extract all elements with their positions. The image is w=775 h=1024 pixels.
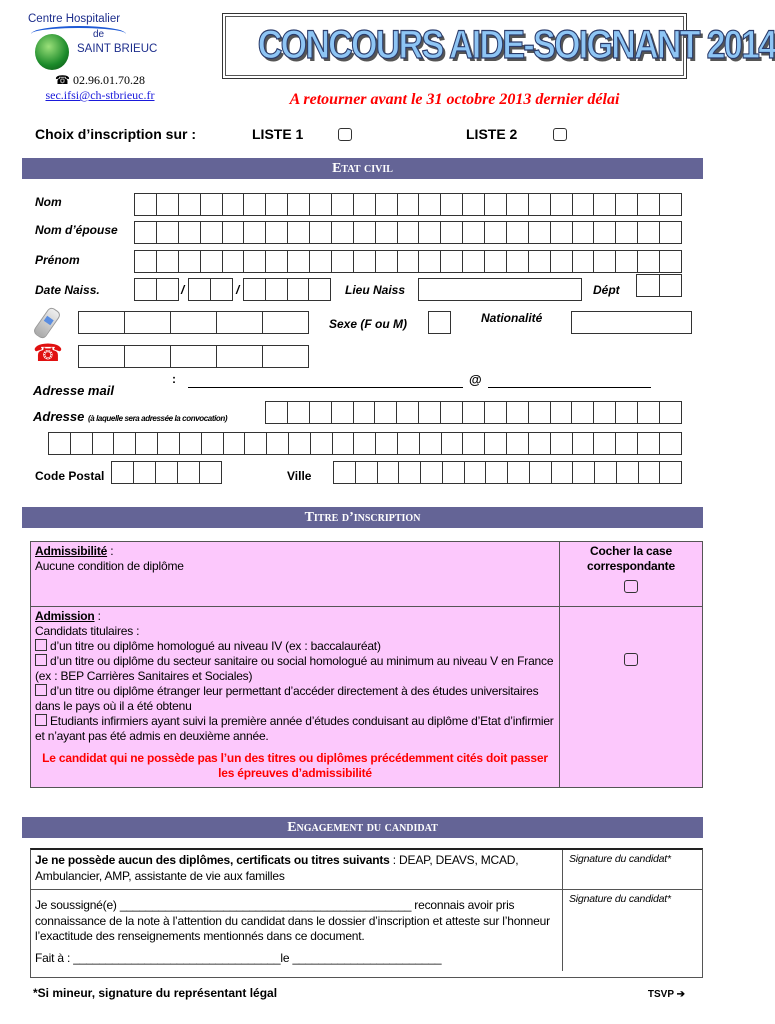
mail-colon: : <box>172 372 176 386</box>
colon: : <box>94 609 101 623</box>
character-cell[interactable] <box>507 222 529 244</box>
character-cell[interactable] <box>442 433 464 455</box>
character-cell[interactable] <box>244 251 266 273</box>
character-cell[interactable] <box>263 312 309 334</box>
character-cell[interactable] <box>378 462 400 484</box>
character-cell[interactable] <box>376 194 398 216</box>
character-cell[interactable] <box>420 433 442 455</box>
character-cell[interactable] <box>617 462 639 484</box>
diploma-item-text: d’un titre ou diplôme du secteur sanitaire ou social homologué au minimum au niveau V en France (ex : BEP Carrières Sanitaires et Sociales) <box>35 654 554 683</box>
ville-label: Ville <box>287 469 312 483</box>
lieu-naiss-input[interactable] <box>418 278 582 301</box>
character-cell[interactable] <box>660 251 682 273</box>
character-cell[interactable] <box>485 222 507 244</box>
character-cell[interactable] <box>616 433 638 455</box>
character-cell[interactable] <box>49 433 71 455</box>
phone-contact <box>40 73 160 87</box>
character-cell[interactable] <box>135 251 157 273</box>
nom-epouse-input[interactable] <box>134 221 682 244</box>
dept-input[interactable] <box>636 274 682 297</box>
character-cell[interactable] <box>157 251 179 273</box>
engagement-table <box>30 848 703 978</box>
character-cell[interactable] <box>125 312 171 334</box>
character-cell[interactable] <box>157 222 179 244</box>
character-cell[interactable] <box>332 402 354 424</box>
character-cell[interactable] <box>552 462 574 484</box>
logo-line3: SAINT BRIEUC <box>77 43 158 55</box>
deadline-text: A retourner avant le 31 octobre 2013 dernier délai <box>289 91 620 108</box>
birth-month-input[interactable] <box>188 278 233 301</box>
character-cell[interactable] <box>443 462 465 484</box>
character-cell[interactable] <box>200 462 222 484</box>
character-cell[interactable] <box>211 279 233 301</box>
character-cell[interactable] <box>179 251 201 273</box>
no-diploma-bold: Je ne possède aucun des diplômes, certificats ou titres suivants <box>35 853 390 867</box>
character-cell[interactable] <box>573 194 595 216</box>
character-cell[interactable] <box>201 194 223 216</box>
character-cell[interactable] <box>332 251 354 273</box>
character-cell[interactable] <box>639 462 661 484</box>
character-cell[interactable] <box>310 251 332 273</box>
character-cell[interactable] <box>158 433 180 455</box>
character-cell[interactable] <box>660 402 682 424</box>
character-cell[interactable] <box>441 194 463 216</box>
character-cell[interactable] <box>311 433 333 455</box>
checkbox-icon <box>35 714 47 726</box>
character-cell[interactable] <box>354 402 376 424</box>
signature-field-2[interactable]: Signature du candidat* <box>562 890 702 971</box>
character-cell[interactable] <box>572 312 692 334</box>
character-cell[interactable] <box>202 433 224 455</box>
mobile-phone-icon <box>32 306 62 340</box>
landline-phone-icon: ☎ <box>33 340 63 367</box>
no-diploma-statement <box>31 850 562 889</box>
list1-checkbox[interactable] <box>338 128 352 141</box>
character-cell[interactable] <box>223 222 245 244</box>
character-cell[interactable] <box>217 312 263 334</box>
admissibilite-cell <box>31 542 559 606</box>
character-cell[interactable] <box>507 251 529 273</box>
character-cell[interactable] <box>310 222 332 244</box>
diploma-item-text: d’un titre ou diplôme homologué au niveau IV (ex : baccalauréat) <box>50 639 381 653</box>
diploma-item <box>35 714 555 744</box>
character-cell[interactable] <box>660 433 682 455</box>
title-frame <box>222 13 775 79</box>
date-separator: / <box>236 283 240 297</box>
admissibilite-checkbox[interactable] <box>624 580 638 593</box>
character-cell[interactable] <box>638 194 660 216</box>
character-cell[interactable] <box>354 222 376 244</box>
character-cell[interactable] <box>485 402 507 424</box>
character-cell[interactable] <box>421 462 443 484</box>
phone-icon: ☎ <box>55 73 73 87</box>
adresse-label-text: Adresse <box>33 409 85 424</box>
character-cell[interactable] <box>354 433 376 455</box>
date-label: Date Naiss. <box>35 283 100 297</box>
mail-user-input[interactable] <box>188 386 463 388</box>
character-cell[interactable] <box>637 275 660 297</box>
character-cell[interactable] <box>354 194 376 216</box>
character-cell[interactable] <box>266 279 288 301</box>
character-cell[interactable] <box>179 194 201 216</box>
character-cell[interactable] <box>573 251 595 273</box>
checkbox-icon <box>35 684 47 696</box>
diploma-item-text: Etudiants infirmiers ayant suivi la première année d’études conduisant au diplôme d’Etat d’infirmier et n’ayant pas été admis en deuxième année. <box>35 714 554 743</box>
hospital-logo <box>25 12 175 72</box>
titre-table <box>30 541 703 788</box>
logo-line2: de <box>93 29 105 40</box>
mail-label: Adresse mail <box>33 383 114 398</box>
character-cell[interactable] <box>529 222 551 244</box>
candidats-label: Candidats titulaires : <box>35 624 140 638</box>
character-cell[interactable] <box>616 222 638 244</box>
nom-epouse-label: Nom d’épouse <box>35 223 118 237</box>
admissibilite-text: Aucune condition de diplôme <box>35 559 184 573</box>
character-cell[interactable] <box>398 433 420 455</box>
character-cell[interactable] <box>399 462 421 484</box>
footer-row <box>33 986 703 1000</box>
character-cell[interactable] <box>573 462 595 484</box>
nom-input[interactable] <box>134 193 682 216</box>
character-cell[interactable] <box>244 194 266 216</box>
character-cell[interactable] <box>441 402 463 424</box>
list2-checkbox[interactable] <box>553 128 567 141</box>
diploma-item <box>35 684 555 714</box>
character-cell[interactable] <box>288 279 310 301</box>
character-cell[interactable] <box>429 312 451 334</box>
character-cell[interactable] <box>485 433 507 455</box>
character-cell[interactable] <box>485 194 507 216</box>
character-cell[interactable] <box>638 251 660 273</box>
date-separator: / <box>181 283 185 297</box>
character-cell[interactable] <box>289 433 311 455</box>
character-cell[interactable] <box>463 251 485 273</box>
character-cell[interactable] <box>616 402 638 424</box>
character-cell[interactable] <box>638 433 660 455</box>
character-cell[interactable] <box>310 194 332 216</box>
character-cell[interactable] <box>332 222 354 244</box>
engagement-cell-2 <box>31 890 562 971</box>
character-cell[interactable] <box>157 279 179 301</box>
character-cell[interactable] <box>288 402 310 424</box>
character-cell[interactable] <box>594 222 616 244</box>
admissibilite-row <box>31 542 702 606</box>
character-cell[interactable] <box>71 433 93 455</box>
admission-title: Admission <box>35 609 95 623</box>
character-cell[interactable] <box>266 251 288 273</box>
checkbox-icon <box>35 639 47 651</box>
character-cell[interactable] <box>376 251 398 273</box>
character-cell[interactable] <box>114 433 136 455</box>
admission-row <box>31 606 702 787</box>
engagement-row-1 <box>31 850 702 889</box>
nom-label: Nom <box>35 195 62 209</box>
adresse-label <box>33 409 227 424</box>
character-cell[interactable] <box>333 433 355 455</box>
character-cell[interactable] <box>508 462 530 484</box>
character-cell[interactable] <box>171 346 217 368</box>
character-cell[interactable] <box>551 194 573 216</box>
checkbox-icon <box>35 654 47 666</box>
character-cell[interactable] <box>638 222 660 244</box>
prenom-label: Prénom <box>35 253 80 267</box>
character-cell[interactable] <box>79 312 125 334</box>
character-cell[interactable] <box>463 402 485 424</box>
code-postal-input[interactable] <box>111 461 222 484</box>
diploma-item <box>35 639 555 654</box>
character-cell[interactable] <box>529 251 551 273</box>
colon: : <box>107 544 114 558</box>
character-cell[interactable] <box>156 462 178 484</box>
admission-check-cell <box>559 607 702 787</box>
nationalite-label: Nationalité <box>481 311 543 325</box>
lieu-naiss-label: Lieu Naiss <box>345 283 406 297</box>
mobile-phone-input[interactable] <box>78 311 309 334</box>
check-cell <box>559 542 702 606</box>
character-cell[interactable] <box>224 433 246 455</box>
character-cell[interactable] <box>223 194 245 216</box>
character-cell[interactable] <box>397 402 419 424</box>
character-cell[interactable] <box>356 462 378 484</box>
character-cell[interactable] <box>136 433 158 455</box>
sexe-label: Sexe (F ou M) <box>329 317 408 331</box>
code-postal-label: Code Postal <box>35 469 105 483</box>
engagement-row-2 <box>31 889 702 971</box>
character-cell[interactable] <box>573 222 595 244</box>
tsvp-label: TSVP ➔ <box>647 989 685 1000</box>
admission-checkbox[interactable] <box>624 653 638 666</box>
character-cell[interactable] <box>267 433 289 455</box>
character-cell[interactable] <box>463 222 485 244</box>
character-cell[interactable] <box>616 194 638 216</box>
admission-cell <box>31 607 559 787</box>
character-cell[interactable] <box>244 279 266 301</box>
fait-a-field[interactable]: Fait à : ________________________________le _______________________ <box>35 950 442 965</box>
adresse-input-line1[interactable] <box>265 401 682 424</box>
character-cell[interactable] <box>573 433 595 455</box>
character-cell[interactable] <box>309 279 331 301</box>
signature-field-1[interactable]: Signature du candidat* <box>562 850 702 889</box>
character-cell[interactable] <box>463 433 485 455</box>
list2-label: LISTE 2 <box>466 126 518 142</box>
prenom-input[interactable] <box>134 250 682 273</box>
character-cell[interactable] <box>288 222 310 244</box>
check-header: Cocher la case correspondante <box>587 544 675 573</box>
adresse-note: (à laquelle sera adressée la convocation) <box>87 414 228 423</box>
nationalite-input[interactable] <box>571 311 692 334</box>
character-cell[interactable] <box>419 251 441 273</box>
character-cell[interactable] <box>594 194 616 216</box>
character-cell[interactable] <box>125 346 171 368</box>
character-cell[interactable] <box>638 402 660 424</box>
character-cell[interactable] <box>572 402 594 424</box>
character-cell[interactable] <box>485 251 507 273</box>
character-cell[interactable] <box>376 433 398 455</box>
adresse-input-line2[interactable] <box>48 432 682 455</box>
character-cell[interactable] <box>616 251 638 273</box>
mail-domain-input[interactable] <box>488 386 651 388</box>
sexe-input[interactable] <box>428 311 451 334</box>
character-cell[interactable] <box>135 279 157 301</box>
character-cell[interactable] <box>266 222 288 244</box>
character-cell[interactable] <box>266 194 288 216</box>
character-cell[interactable] <box>595 462 617 484</box>
character-cell[interactable] <box>529 194 551 216</box>
character-cell[interactable] <box>398 251 420 273</box>
choice-label: Choix d’inscription sur : <box>35 126 197 142</box>
birth-year-input[interactable] <box>243 278 331 301</box>
logo-line1: Centre Hospitalier <box>28 13 121 25</box>
character-cell[interactable] <box>217 346 263 368</box>
diploma-item-text: d’un titre ou diplôme étranger leur permettant d’accéder directement à des études universitaires dans le pays où il a été obtenu <box>35 684 539 713</box>
birth-day-input[interactable] <box>134 278 179 301</box>
character-cell[interactable] <box>354 251 376 273</box>
character-cell[interactable] <box>332 194 354 216</box>
mail-at: @ <box>469 372 482 387</box>
character-cell[interactable] <box>507 433 529 455</box>
character-cell[interactable] <box>507 194 529 216</box>
character-cell[interactable] <box>398 194 420 216</box>
diploma-item <box>35 654 555 684</box>
logo-swoosh <box>31 26 126 42</box>
character-cell[interactable] <box>201 251 223 273</box>
character-cell[interactable] <box>310 402 332 424</box>
page-title: CONCOURS AIDE-SOIGNANT 2014 <box>257 23 775 67</box>
landline-phone-input[interactable] <box>78 345 309 368</box>
character-cell[interactable] <box>245 433 267 455</box>
email-link[interactable]: sec.ifsi@ch-stbrieuc.fr <box>45 88 155 102</box>
character-cell[interactable] <box>660 222 682 244</box>
character-cell[interactable] <box>419 194 441 216</box>
character-cell[interactable] <box>594 251 616 273</box>
character-cell[interactable] <box>419 279 582 301</box>
character-cell[interactable] <box>529 402 551 424</box>
dept-label: Dépt <box>593 283 620 297</box>
character-cell[interactable] <box>660 194 682 216</box>
character-cell[interactable] <box>135 222 157 244</box>
ville-input[interactable] <box>333 461 682 484</box>
character-cell[interactable] <box>157 194 179 216</box>
character-cell[interactable] <box>530 462 552 484</box>
character-cell[interactable] <box>529 433 551 455</box>
character-cell[interactable] <box>93 433 115 455</box>
character-cell[interactable] <box>441 251 463 273</box>
character-cell[interactable] <box>375 402 397 424</box>
character-cell[interactable] <box>171 312 217 334</box>
character-cell[interactable] <box>463 194 485 216</box>
character-cell[interactable] <box>244 222 266 244</box>
character-cell[interactable] <box>288 194 310 216</box>
character-cell[interactable] <box>660 275 683 297</box>
soussigne-statement[interactable]: Je soussigné(e) _____________________________________________ reconnais avoir pris connaissance de la note à l’attention du candidat dans le dossier d’inscription et atteste sur l’honneur l’exactitude des renseignements mentionnés dans ce document. <box>35 898 550 943</box>
warning-text: Le candidat qui ne possède pas l’un des titres ou diplômes précédemment cités doit passer les épreuves d’admissibilité <box>42 751 548 780</box>
character-cell[interactable] <box>551 222 573 244</box>
character-cell[interactable] <box>334 462 356 484</box>
character-cell[interactable] <box>419 402 441 424</box>
list1-label: LISTE 1 <box>252 126 304 142</box>
section-titre-inscription: Titre d’inscription <box>22 507 703 528</box>
section-etat-civil: Etat civil <box>22 158 703 179</box>
phone-number: 02.96.01.70.28 <box>72 73 145 87</box>
character-cell[interactable] <box>551 433 573 455</box>
character-cell[interactable] <box>660 462 682 484</box>
character-cell[interactable] <box>201 222 223 244</box>
character-cell[interactable] <box>507 402 529 424</box>
character-cell[interactable] <box>266 402 288 424</box>
character-cell[interactable] <box>486 462 508 484</box>
character-cell[interactable] <box>189 279 211 301</box>
character-cell[interactable] <box>134 462 156 484</box>
character-cell[interactable] <box>179 222 201 244</box>
character-cell[interactable] <box>594 433 616 455</box>
character-cell[interactable] <box>465 462 487 484</box>
character-cell[interactable] <box>135 194 157 216</box>
character-cell[interactable] <box>112 462 134 484</box>
character-cell[interactable] <box>79 346 125 368</box>
character-cell[interactable] <box>441 222 463 244</box>
character-cell[interactable] <box>180 433 202 455</box>
character-cell[interactable] <box>178 462 200 484</box>
character-cell[interactable] <box>594 402 616 424</box>
no-diploma-list: : DEAP, DEAVS, MCAD, Ambulancier, AMP, assistante de vie aux familles <box>35 853 519 883</box>
character-cell[interactable] <box>551 251 573 273</box>
character-cell[interactable] <box>263 346 309 368</box>
section-engagement: Engagement du candidat <box>22 817 703 838</box>
character-cell[interactable] <box>376 222 398 244</box>
character-cell[interactable] <box>551 402 573 424</box>
minor-note: *Si mineur, signature du représentant légal <box>33 986 278 1000</box>
admissibilite-title: Admissibilité <box>35 544 108 558</box>
lower-section <box>22 507 703 1000</box>
character-cell[interactable] <box>223 251 245 273</box>
character-cell[interactable] <box>419 222 441 244</box>
character-cell[interactable] <box>398 222 420 244</box>
character-cell[interactable] <box>288 251 310 273</box>
